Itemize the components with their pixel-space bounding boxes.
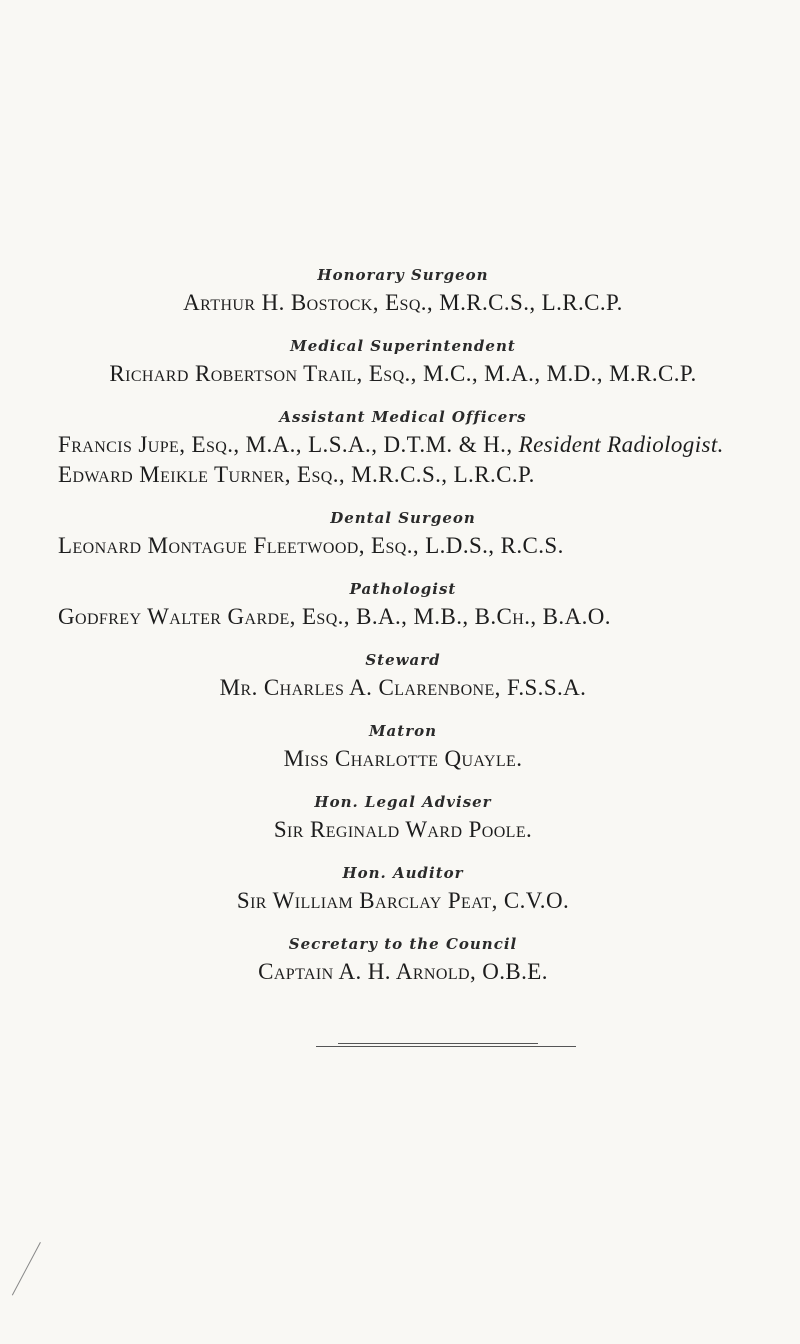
section-heading: Hon. Auditor (342, 864, 464, 882)
staff-name (58, 430, 748, 460)
staff-name: Sir Reginald Ward Poole. (273, 817, 533, 842)
staff-role: Resident Radiologist. (518, 432, 724, 457)
section-secretary (58, 935, 748, 987)
section-matron (58, 722, 748, 774)
staff-name: Godfrey Walter Garde, Esq., B.A., M.B., B.Ch., B.A.O. (58, 604, 611, 629)
divider (316, 1046, 576, 1047)
staff-name: Arthur H. Bostock, Esq., M.R.C.S., L.R.C.P. (183, 290, 623, 315)
section-pathologist (58, 580, 748, 632)
section-legal-adviser (58, 793, 748, 845)
section-auditor (58, 864, 748, 916)
staff-name: Miss Charlotte Quayle. (283, 746, 523, 771)
section-heading: Honorary Surgeon (317, 266, 489, 284)
section-heading: Medical Superintendent (290, 337, 516, 355)
section-heading: Steward (365, 651, 441, 669)
section-heading: Assistant Medical Officers (279, 408, 527, 426)
staff-name: Sir William Barclay Peat, C.V.O. (236, 888, 570, 913)
pencil-mark (12, 1242, 53, 1302)
staff-name: Mr. Charles A. Clarenbone, F.S.S.A. (219, 675, 587, 700)
section-dental-surgeon (58, 509, 748, 561)
section-honorary-surgeon (58, 266, 748, 318)
staff-name: Edward Meikle Turner, Esq., M.R.C.S., L.R.C.P. (58, 462, 535, 487)
divider (338, 1043, 538, 1044)
staff-name: Leonard Montague Fleetwood, Esq., L.D.S., R.C.S. (58, 533, 564, 558)
staff-list (58, 266, 748, 1006)
section-steward (58, 651, 748, 703)
end-rule (316, 1043, 576, 1049)
section-heading: Hon. Legal Adviser (314, 793, 492, 811)
section-heading: Matron (368, 722, 438, 740)
staff-name: Captain A. H. Arnold, O.B.E. (258, 959, 548, 984)
staff-name-text: Francis Jupe, Esq., M.A., L.S.A., D.T.M. & H., (58, 432, 513, 457)
staff-name: Richard Robertson Trail, Esq., M.C., M.A., M.D., M.R.C.P. (109, 361, 697, 386)
section-medical-superintendent (58, 337, 748, 389)
section-assistant-medical-officers (58, 408, 748, 490)
section-heading: Dental Surgeon (330, 509, 476, 527)
section-heading: Secretary to the Council (288, 935, 518, 953)
section-heading: Pathologist (349, 580, 457, 598)
